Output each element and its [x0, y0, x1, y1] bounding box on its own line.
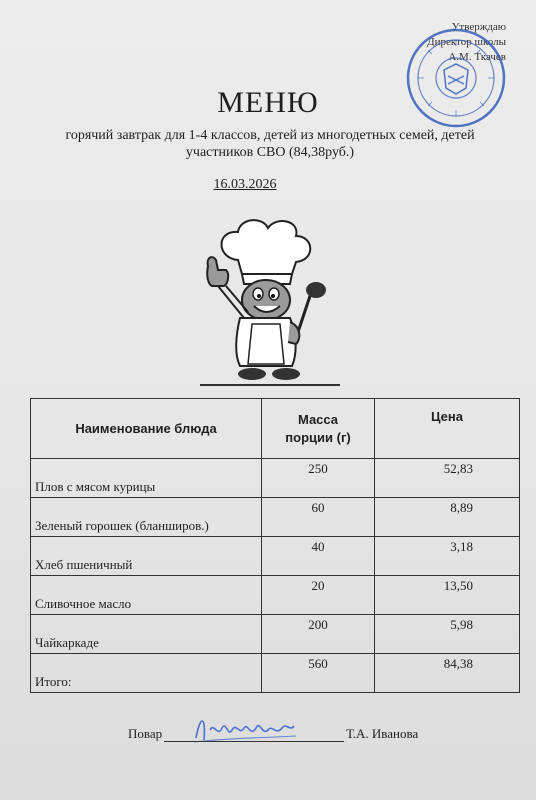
header-mass-line: Масса — [297, 411, 339, 427]
header-mass-line: порции (г) — [285, 429, 351, 445]
dish-mass: 40 — [262, 537, 375, 576]
approval-director: А.М. Ткачев — [448, 51, 506, 63]
menu-table — [30, 398, 520, 693]
header-portion-mass — [262, 399, 375, 459]
subtitle-line: горячий завтрак для 1-4 классов, детей из многодетных семей, детей — [65, 128, 475, 143]
table-total-row — [31, 654, 520, 693]
page-subtitle — [30, 127, 510, 161]
approval-position: Директор школы — [427, 36, 506, 48]
table-header-row — [31, 399, 520, 459]
dish-mass: 20 — [262, 576, 375, 615]
illustration-floor-line — [200, 384, 340, 386]
dish-price: 5,98 — [375, 615, 520, 654]
table-row — [31, 498, 520, 537]
dish-mass: 250 — [262, 459, 375, 498]
dish-name: Хлеб пшеничный — [31, 537, 262, 576]
total-mass: 560 — [262, 654, 375, 693]
dish-price: 8,89 — [375, 498, 520, 537]
cook-role-label: Повар — [128, 726, 163, 741]
header-price: Цена — [375, 399, 520, 459]
total-price: 84,38 — [375, 654, 520, 693]
cook-name: Т.А. Иванова — [346, 726, 419, 741]
table-row — [31, 615, 520, 654]
dish-price: 13,50 — [375, 576, 520, 615]
dish-name: Чайкаркаде — [31, 615, 262, 654]
table-row — [31, 537, 520, 576]
dish-name: Плов с мясом курицы — [31, 459, 262, 498]
signature-line — [128, 726, 418, 742]
dish-name: Сливочное масло — [31, 576, 262, 615]
table-row — [31, 576, 520, 615]
menu-date: 16.03.2026 — [213, 177, 277, 192]
header-dish-name: Наименование блюда — [31, 399, 262, 459]
dish-name: Зеленый горошек (бланширов.) — [31, 498, 262, 537]
subtitle-line: участников СВО (84,38руб.) — [185, 145, 355, 160]
dish-mass: 60 — [262, 498, 375, 537]
chef-illustration-icon — [196, 214, 336, 384]
dish-price: 3,18 — [375, 537, 520, 576]
page-title: МЕНЮ — [217, 86, 319, 119]
total-label: Итого: — [31, 654, 262, 693]
dish-mass: 200 — [262, 615, 375, 654]
approval-line: Утверждаю — [451, 21, 506, 33]
signature-underline — [164, 727, 344, 742]
table-row — [31, 459, 520, 498]
dish-price: 52,83 — [375, 459, 520, 498]
